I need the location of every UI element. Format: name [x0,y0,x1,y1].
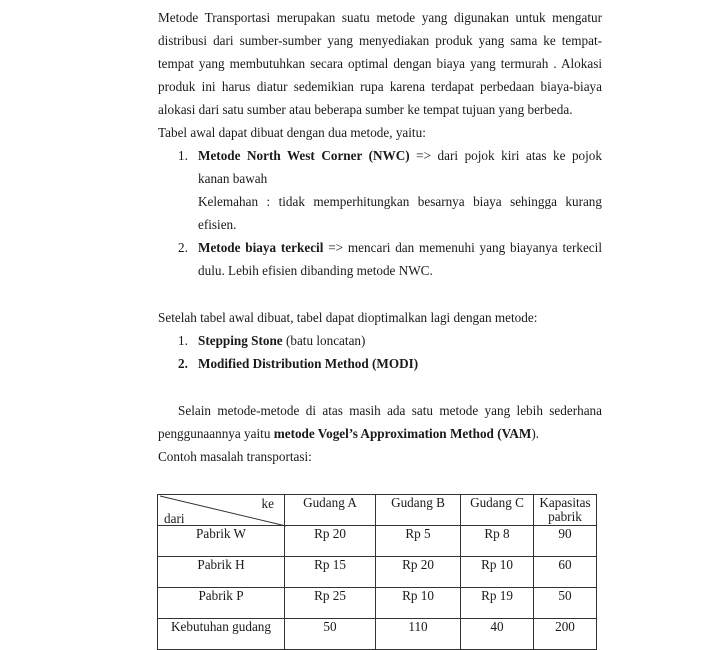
table-cell: Rp 8 [461,526,534,557]
method1-text: => dari pojok kiri atas ke pojok [409,148,602,163]
table-cell: Rp 10 [461,557,534,588]
table-cell: 90 [534,526,597,557]
row-label [158,619,285,650]
table-row [158,588,597,619]
row-label-text: Kebutuhan gudang [171,619,271,634]
method2-text: => mencari dan memenuhi yang biayanya terkecil [323,240,602,255]
vam-line2-text: penggunaannya yaitu [158,426,274,441]
opt1-title: Stepping Stone [198,333,283,348]
method1-weakness: Kelemahan : tidak memperhitungkan besarnya biaya sehingga kurang [198,194,602,209]
table-cell: 50 [534,588,597,619]
row-label [158,526,285,557]
method1-cont: kanan bawah [198,171,268,186]
row-label-text: Pabrik H [197,557,245,572]
table-cell: Rp 10 [376,588,461,619]
method1-title: Metode North West Corner (NWC) [198,148,410,163]
table-cell: 200 [534,619,597,650]
header-cell: Gudang A [285,495,376,526]
row-label [158,557,285,588]
row-label-text: Pabrik P [198,588,244,603]
corner-cell [158,495,285,526]
table-cell: 110 [376,619,461,650]
example-heading: Contoh masalah transportasi: [158,449,312,464]
table-header-row [158,495,597,526]
table-row [158,526,597,557]
opt1-line [198,333,365,349]
method1-weakness-cont: efisien. [198,217,237,232]
transport-table [157,494,597,650]
opt2-title: Modified Distribution Method (MODI) [198,356,419,371]
list-number: 2. [178,356,188,371]
paragraph-line: Metode Transportasi merupakan suatu metode yang digunakan untuk mengatur [158,10,602,25]
method2-line [198,240,602,256]
paragraph-line: alokasi dari satu sumber atau beberapa sumber ke tempat tujuan yang berbeda. [158,102,573,117]
intro-optimization: Setelah tabel awal dibuat, tabel dapat dioptimalkan lagi dengan metode: [158,310,538,325]
table-cell: 40 [461,619,534,650]
table-cell: 60 [534,557,597,588]
row-label-text: Pabrik W [196,526,246,541]
table-row [158,619,597,650]
paragraph-line: produk ini harus diatur sedemikian rupa karena terdapat perbedaan biaya-biaya [158,79,602,94]
vam-line2-end: ). [531,426,540,441]
list-number: 1. [178,148,188,163]
table-cell: 50 [285,619,376,650]
intro-methods: Tabel awal dapat dibuat dengan dua metode, yaitu: [158,125,426,140]
opt2-line [198,356,418,372]
list-number: 1. [178,333,188,348]
header-cell: Gudang B [376,495,461,526]
table-row [158,557,597,588]
table-cell: Rp 25 [285,588,376,619]
table-cell: Rp 20 [376,557,461,588]
method2-title: Metode biaya terkecil [198,240,324,255]
table-cell: Rp 5 [376,526,461,557]
header-cell: Kapasitas pabrik [534,495,597,526]
table-cell: Rp 15 [285,557,376,588]
method1-line [198,148,602,164]
vam-line1: Selain metode-metode di atas masih ada satu metode yang lebih sederhana [178,403,602,418]
corner-dari: dari [164,511,185,526]
paragraph-line: tempat yang membutuhkan secara optimal dengan biaya yang termurah . Alokasi [158,56,602,71]
row-label [158,588,285,619]
corner-ke: ke [261,496,274,511]
vam-title: metode Vogel’s Approximation Method (VAM [273,426,532,441]
table-cell: Rp 19 [461,588,534,619]
paragraph-line: distribusi dari sumber-sumber yang menyediakan produk yang sama ke tempat- [158,33,602,48]
opt1-text: (batu loncatan) [282,333,366,348]
vam-line2 [158,426,539,442]
table-cell: Rp 20 [285,526,376,557]
method2-cont: dulu. Lebih efisien dibanding metode NWC. [198,263,433,278]
list-number: 2. [178,240,188,255]
header-cell: Gudang C [461,495,534,526]
